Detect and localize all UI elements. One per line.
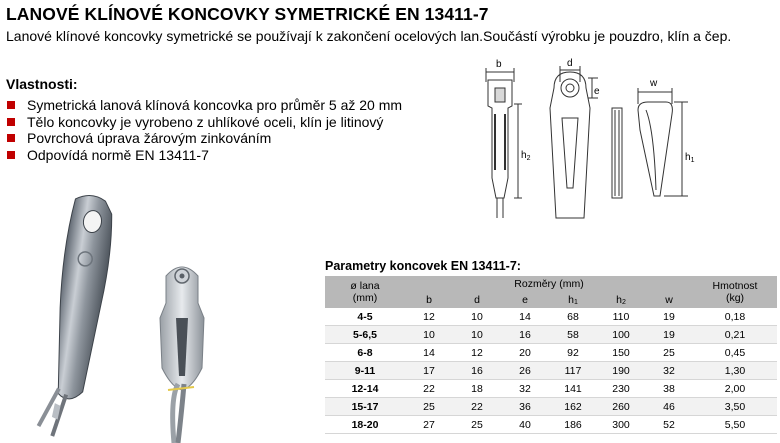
page-description: Lanové klínové koncovky symetrické se používají k zakončení ocelových lan.Součástí výrobku je pouzdro, klín a čep. xyxy=(6,28,732,44)
bullet-square-icon xyxy=(7,101,15,109)
properties-list xyxy=(6,97,402,163)
technical-drawing-front-view xyxy=(540,58,610,243)
column-header-weight: Hmotnost (kg) xyxy=(693,276,777,308)
property-text: Tělo koncovky je vyrobeno z uhlíkové oceli, klín je litinový xyxy=(27,113,384,130)
dim-label-w: w xyxy=(650,78,658,89)
property-item xyxy=(6,114,402,131)
table-title: Parametry koncovek EN 13411-7: xyxy=(325,259,521,273)
dim-label-h1: $h_1$ xyxy=(685,152,695,164)
table-row: 12-14 22 18 32 141 230 38 2,00 xyxy=(325,380,777,398)
wedge-socket-photo xyxy=(20,190,130,440)
parameters-table xyxy=(325,276,777,434)
column-header-dimensions: Rozměry (mm) xyxy=(405,276,693,292)
dim-label-e: e xyxy=(594,86,600,97)
table-row: 4-5 12 10 14 68 110 19 0,18 xyxy=(325,308,777,326)
table-row: 6-8 14 12 20 92 150 25 0,45 xyxy=(325,344,777,362)
bullet-square-icon xyxy=(7,118,15,126)
table-row: 9-11 17 16 26 117 190 32 1,30 xyxy=(325,362,777,380)
property-item xyxy=(6,147,402,164)
technical-drawing-wedge xyxy=(608,70,700,210)
table-row: 15-17 25 22 36 162 260 46 3,50 xyxy=(325,398,777,416)
property-item xyxy=(6,130,402,147)
page-title: LANOVÉ KLÍNOVÉ KONCOVKY SYMETRICKÉ EN 13411-7 xyxy=(6,4,489,24)
column-header-b: b xyxy=(405,292,453,308)
table-row: 5-6,5 10 10 16 58 100 19 0,21 xyxy=(325,326,777,344)
technical-drawing-side-view xyxy=(478,58,538,243)
column-header-h2: h2 xyxy=(597,292,645,308)
dim-label-h2: $h_2$ xyxy=(521,150,531,162)
property-text: Odpovídá normě EN 13411-7 xyxy=(27,146,209,163)
property-text: Povrchová úprava žárovým zinkováním xyxy=(27,130,272,146)
column-header-e: e xyxy=(501,292,549,308)
column-header-w: w xyxy=(645,292,693,308)
property-item xyxy=(6,97,402,114)
property-text: Symetrická lanová klínová koncovka pro průměr 5 až 20 mm xyxy=(27,97,403,113)
properties-heading: Vlastnosti: xyxy=(6,76,78,92)
table-row: 18-20 27 25 40 186 300 52 5,50 xyxy=(325,416,777,434)
bullet-square-icon xyxy=(7,134,15,142)
wedge-socket-front-photo xyxy=(152,258,212,443)
column-header-h1: h1 xyxy=(549,292,597,308)
column-header-diameter: ø lana (mm) xyxy=(325,276,405,308)
column-header-d: d xyxy=(453,292,501,308)
dim-label-b: b xyxy=(496,59,502,70)
bullet-square-icon xyxy=(7,151,15,159)
dim-label-d: d xyxy=(567,58,573,69)
